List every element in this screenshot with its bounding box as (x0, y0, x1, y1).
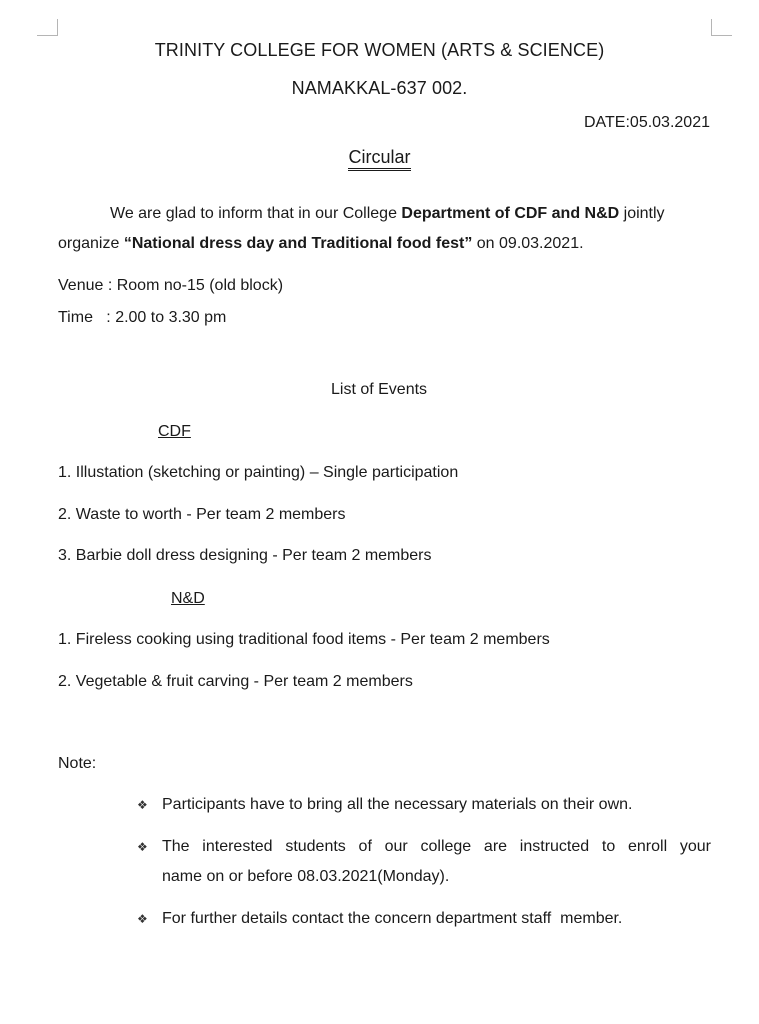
circular-date: DATE:05.03.2021 (583, 114, 710, 131)
time-line: Time : 2.00 to 3.30 pm (58, 309, 227, 326)
intro-department: Department of CDF and N&D (401, 205, 620, 222)
nd-item-1: 1. Fireless cooking using traditional food items - Per team 2 members (58, 631, 550, 648)
intro-text-2: jointly (619, 205, 665, 222)
crop-mark-top-right (711, 19, 732, 36)
nd-heading: N&D (171, 590, 205, 607)
bullet-icon: ❖ (137, 798, 148, 812)
circular-title-text: Circular (348, 147, 410, 171)
note-item-1: Participants have to bring all the necessary materials on their own. (162, 796, 633, 813)
note-item-3: For further details contact the concern department staff member. (162, 910, 623, 927)
cdf-heading: CDF (158, 423, 191, 440)
note-heading: Note: (58, 755, 97, 772)
intro-text-3: organize (58, 235, 124, 252)
venue-line: Venue : Room no-15 (old block) (58, 277, 284, 294)
nd-item-2: 2. Vegetable & fruit carving - Per team 2 members (58, 673, 413, 690)
college-name: TRINITY COLLEGE FOR WOMEN (ARTS & SCIENCE) (154, 40, 605, 60)
bullet-icon: ❖ (137, 840, 148, 854)
college-address: NAMAKKAL-637 002. (291, 78, 468, 98)
intro-line-1 (110, 205, 665, 223)
crop-mark-top-left (37, 19, 58, 36)
cdf-item-1: 1. Illustation (sketching or painting) – Single participation (58, 464, 459, 481)
intro-line-2 (58, 235, 584, 253)
note-item-2-line-1: The interested students of our college are instructed to enroll your (162, 838, 711, 855)
intro-text-1: We are glad to inform that in our College (110, 205, 402, 222)
events-heading: List of Events (331, 381, 428, 398)
note-item-2-line-2: name on or before 08.03.2021(Monday). (162, 868, 450, 885)
cdf-item-2: 2. Waste to worth - Per team 2 members (58, 506, 346, 523)
intro-text-4: on 09.03.2021. (472, 235, 584, 252)
intro-event-name: “National dress day and Traditional food fest” (123, 235, 473, 252)
bullet-icon: ❖ (137, 912, 148, 926)
circular-title (0, 147, 759, 168)
cdf-item-3: 3. Barbie doll dress designing - Per team 2 members (58, 547, 432, 564)
